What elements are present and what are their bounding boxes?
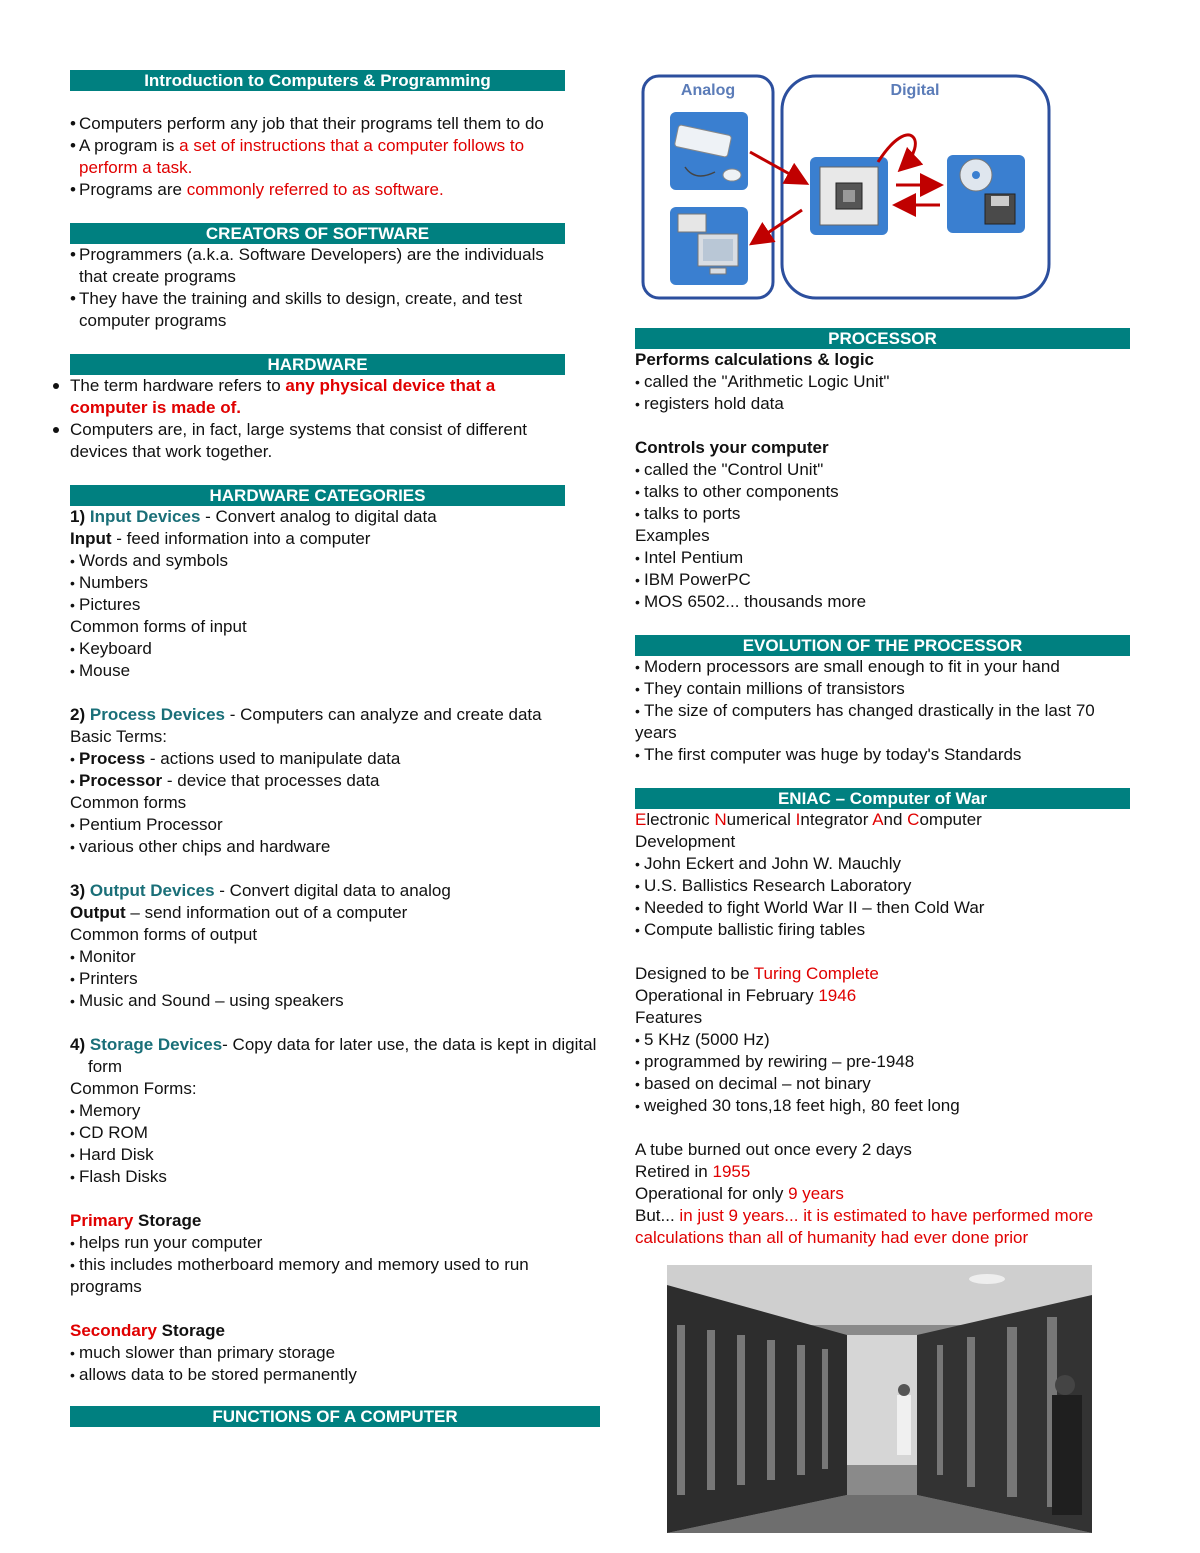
list-item: • much slower than primary storage xyxy=(70,1342,565,1364)
term-process xyxy=(70,748,565,770)
hardware-bullet-2-text: Computers are, in fact, large systems that consist of different xyxy=(70,420,527,439)
list-item: • Mouse xyxy=(70,660,565,682)
primary-rest: Storage xyxy=(133,1211,202,1230)
term-processor-desc: - device that processes data xyxy=(162,771,380,790)
list-item: • Words and symbols xyxy=(70,550,565,572)
analog-label: Analog xyxy=(680,82,736,99)
term-processor xyxy=(70,770,565,792)
creators-bullet-2 xyxy=(70,288,565,310)
input-name: Input Devices xyxy=(89,507,201,526)
hardware-bullet-1-red: any physical device that a xyxy=(285,376,496,395)
list-item: • weighed 30 tons,18 feet high, 80 feet long xyxy=(635,1095,1130,1117)
eniac-header: ENIAC – Computer of War xyxy=(635,788,1130,809)
intro-bullet-3 xyxy=(70,179,565,201)
process-devices-heading xyxy=(70,704,565,726)
right-column xyxy=(635,328,1130,1249)
eniac-operational xyxy=(635,985,1130,1007)
list-item: • Hard Disk xyxy=(70,1144,565,1166)
intro-bullet-2 xyxy=(70,135,565,157)
list-item: • The size of computers has changed drastically in the last 70 xyxy=(635,700,1130,722)
hardware-bullet-1-text: The term hardware refers to xyxy=(70,376,286,395)
list-item: • IBM PowerPC xyxy=(635,569,1130,591)
list-item: • talks to other components xyxy=(635,481,1130,503)
process-desc: - Computers can analyze and create data xyxy=(225,705,542,724)
designed-red: Turing Complete xyxy=(753,964,879,983)
processor-h1: Performs calculations & logic xyxy=(635,350,875,369)
list-item: • Numbers xyxy=(70,572,565,594)
printer-monitor-icon xyxy=(670,207,748,285)
processor-h2: Controls your computer xyxy=(635,438,829,457)
opfor-red: 9 years xyxy=(788,1184,844,1203)
primary-cont: programs xyxy=(70,1277,142,1296)
evolution-header: EVOLUTION OF THE PROCESSOR xyxy=(635,635,1130,656)
hardware-bullet-1-cont: computer is made of. xyxy=(70,398,241,417)
list-item: • They contain millions of transistors xyxy=(635,678,1130,700)
digital-label: Digital xyxy=(890,82,940,99)
output-label: Output xyxy=(70,903,126,922)
list-item: • programmed by rewiring – pre-1948 xyxy=(635,1051,1130,1073)
intro-bullet-2-red: a set of instructions that a computer follows to xyxy=(179,136,525,155)
list-item: • 5 KHz (5000 Hz) xyxy=(635,1029,1130,1051)
intro-bullet-2-cont xyxy=(70,157,565,179)
retired-red: 1955 xyxy=(712,1162,751,1181)
list-item: • Printers xyxy=(70,968,565,990)
eniac-opfor xyxy=(635,1183,1130,1205)
input-devices-heading xyxy=(70,506,565,528)
eniac-features: Features xyxy=(635,1008,703,1027)
list-item: • based on decimal – not binary xyxy=(635,1073,1130,1095)
left-column xyxy=(70,70,597,1427)
examples-label: Examples xyxy=(635,526,710,545)
input-desc: - Convert analog to digital data xyxy=(200,507,437,526)
retired-text: Retired in xyxy=(635,1162,713,1181)
eniac-photo xyxy=(667,1265,1092,1533)
categories-header: HARDWARE CATEGORIES xyxy=(70,485,565,506)
creators-bullet-1-cont: that create programs xyxy=(79,267,236,286)
input-forms-label: Common forms of input xyxy=(70,617,247,636)
acr-word: umerical xyxy=(726,810,796,829)
list-item: • Needed to fight World War II – then Cold War xyxy=(635,897,1130,919)
secondary-rest: Storage xyxy=(156,1321,225,1340)
eniac-acronym xyxy=(635,809,1130,831)
input-label: Input xyxy=(70,529,112,548)
list-item: • talks to ports xyxy=(635,503,1130,525)
process-forms-label: Common forms xyxy=(70,793,187,812)
term-process-label: Process xyxy=(79,749,146,768)
creators-bullet-1 xyxy=(70,244,565,266)
list-item: • MOS 6502... thousands more xyxy=(635,591,1130,613)
list-item: • Music and Sound – using speakers xyxy=(70,990,565,1012)
storage-desc: - Copy data for later use, the data is kept in digital xyxy=(222,1035,597,1054)
acr-word: lectronic xyxy=(646,810,715,829)
list-item: • John Eckert and John W. Mauchly xyxy=(635,853,1130,875)
eniac-but xyxy=(635,1205,1130,1227)
but-text: But... xyxy=(635,1206,680,1225)
list-item: • Monitor xyxy=(70,946,565,968)
input-label-desc: - feed information into a computer xyxy=(111,529,371,548)
list-item: • called the "Arithmetic Logic Unit" xyxy=(635,371,1130,393)
output-label-line xyxy=(70,902,565,924)
intro-bullet-3-text: Programs are xyxy=(79,180,187,199)
list-item: • registers hold data xyxy=(635,393,1130,415)
opfor-text: Operational for only xyxy=(635,1184,789,1203)
term-process-desc: - actions used to manipulate data xyxy=(145,749,401,768)
creators-header: CREATORS OF SOFTWARE xyxy=(70,223,565,244)
creators-bullet-2-text: They have the training and skills to design, create, and test xyxy=(79,289,523,308)
hardware-header: HARDWARE xyxy=(70,354,565,375)
list-item: • Flash Disks xyxy=(70,1166,565,1188)
basic-terms-label: Basic Terms: xyxy=(70,727,167,746)
creators-bullet-1-text: Programmers (a.k.a. Software Developers) are the individuals xyxy=(79,245,544,264)
primary-red: Primary xyxy=(70,1211,134,1230)
list-item: • The first computer was huge by today's Standards xyxy=(635,744,1130,766)
output-label-desc: – send information out of a computer xyxy=(125,903,408,922)
process-name: Process Devices xyxy=(89,705,226,724)
output-devices-heading xyxy=(70,880,565,902)
eniac-designed xyxy=(635,963,1130,985)
keyboard-mouse-icon xyxy=(670,112,748,190)
list-item: • this includes motherboard memory and memory used to run xyxy=(70,1254,565,1276)
list-item: • Pentium Processor xyxy=(70,814,565,836)
eniac-photo-svg xyxy=(667,1265,1092,1533)
intro-bullet-2-red-cont: perform a task. xyxy=(79,158,193,177)
intro-bullet-2-text: A program is xyxy=(79,136,180,155)
storage-desc-cont: form xyxy=(88,1057,122,1076)
intro-bullet-3-red: commonly referred to as software. xyxy=(186,180,444,199)
output-name: Output Devices xyxy=(89,881,215,900)
intro-bullet-1 xyxy=(70,113,565,135)
list-item: • Compute ballistic firing tables xyxy=(635,919,1130,941)
list-item: • Modern processors are small enough to fit in your hand xyxy=(635,656,1130,678)
eniac-development: Development xyxy=(635,832,736,851)
acr-letter: C xyxy=(907,810,920,829)
processor-header: PROCESSOR xyxy=(635,328,1130,349)
storage-forms-label: Common Forms: xyxy=(70,1079,197,1098)
process-num: 2) xyxy=(70,705,86,724)
acr-word: ntegrator xyxy=(800,810,873,829)
acr-letter: A xyxy=(872,810,884,829)
eniac-tube: A tube burned out once every 2 days xyxy=(635,1140,912,1159)
eniac-retired xyxy=(635,1161,1130,1183)
operational-red: 1946 xyxy=(818,986,857,1005)
list-item: • allows data to be stored permanently xyxy=(70,1364,565,1386)
storage-num: 4) xyxy=(70,1035,86,1054)
processor-chip-icon xyxy=(810,157,888,235)
list-item: • CD ROM xyxy=(70,1122,565,1144)
hardware-bullet-1 xyxy=(70,375,565,397)
acr-word: nd xyxy=(883,810,908,829)
storage-devices-heading xyxy=(70,1034,597,1056)
storage-disks-icon xyxy=(947,155,1025,233)
list-item: • Intel Pentium xyxy=(635,547,1130,569)
list-item: • U.S. Ballistics Research Laboratory xyxy=(635,875,1130,897)
list-item: • Keyboard xyxy=(70,638,565,660)
secondary-red: Secondary xyxy=(70,1321,157,1340)
operational-text: Operational in February xyxy=(635,986,819,1005)
output-num: 3) xyxy=(70,881,86,900)
acr-letter: E xyxy=(635,810,647,829)
storage-name: Storage Devices xyxy=(89,1035,223,1054)
intro-bullet-1-text: Computers perform any job that their programs tell them to do xyxy=(79,114,544,133)
diagram-svg xyxy=(640,72,1052,302)
eniac-but-cont: calculations than all of humanity had ever done prior xyxy=(635,1228,1029,1247)
functions-header: FUNCTIONS OF A COMPUTER xyxy=(70,1406,600,1427)
acr-letter: N xyxy=(714,810,727,829)
input-label-line xyxy=(70,528,565,550)
list-item: • called the "Control Unit" xyxy=(635,459,1130,481)
hardware-bullet-2-cont: devices that work together. xyxy=(70,442,273,461)
list-item: • Pictures xyxy=(70,594,565,616)
but-red: in just 9 years... it is estimated to have performed more xyxy=(679,1206,1094,1225)
list-item: • various other chips and hardware xyxy=(70,836,565,858)
acr-letter: I xyxy=(795,810,801,829)
hardware-bullet-2 xyxy=(70,419,565,441)
term-processor-label: Processor xyxy=(79,771,163,790)
evolution-cont: years xyxy=(635,723,677,742)
list-item: • Memory xyxy=(70,1100,565,1122)
output-forms-label: Common forms of output xyxy=(70,925,258,944)
list-item: • helps run your computer xyxy=(70,1232,565,1254)
primary-storage-heading xyxy=(70,1210,565,1232)
secondary-storage-heading xyxy=(70,1320,565,1342)
intro-header: Introduction to Computers & Programming xyxy=(70,70,565,91)
output-desc: - Convert digital data to analog xyxy=(214,881,451,900)
acr-word: omputer xyxy=(919,810,982,829)
creators-bullet-2-cont: computer programs xyxy=(79,311,227,330)
analog-digital-diagram xyxy=(640,72,1052,302)
designed-text: Designed to be xyxy=(635,964,754,983)
input-num: 1) xyxy=(70,507,86,526)
